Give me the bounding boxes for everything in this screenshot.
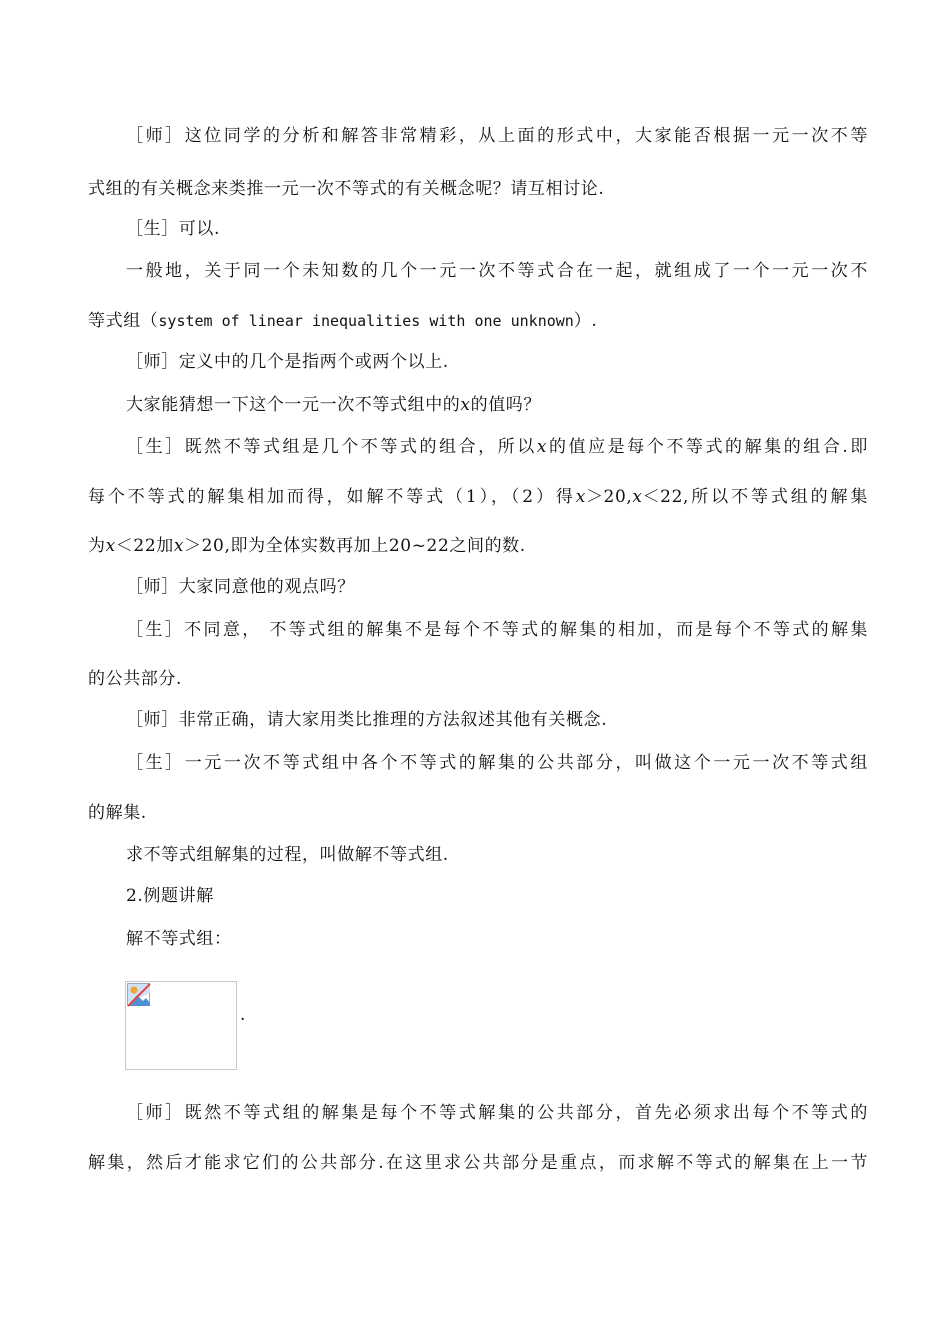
trailing-period: .: [240, 1005, 246, 1025]
text-run: ＞20,: [585, 487, 633, 507]
paragraph-line: 求不等式组解集的过程，叫做解不等式组.: [126, 845, 449, 865]
text-run: 等式组（: [88, 311, 159, 331]
text-run: ＞20,即为全体实数再加上20~22之间的数.: [184, 536, 526, 556]
variable-x: x: [460, 395, 471, 415]
variable-x: x: [632, 487, 643, 507]
section-heading: 2.例题讲解: [126, 886, 214, 906]
text-run: 的值吗？: [470, 395, 541, 415]
text-run: 的值应是每个不等式的解集的组合.即: [547, 437, 868, 457]
english-term: system of linear inequalities with one unknown: [158, 312, 574, 330]
paragraph-line: [88, 309, 868, 333]
paragraph-line: [126, 393, 868, 417]
paragraph-line: [126, 435, 868, 459]
paragraph-line: ［师］定义中的几个是指两个或两个以上.: [126, 352, 449, 372]
paragraph-line: 的公共部分.: [88, 669, 183, 689]
text-run: ＜22,所以不等式组的解集: [642, 487, 868, 507]
paragraph-line: ［师］大家同意他的观点吗？: [126, 577, 355, 597]
paragraph-line: 解集，然后才能求它们的公共部分.在这里求公共部分是重点，而求解不等式的解集在上一节: [88, 1153, 868, 1173]
paragraph-line: ［生］一元一次不等式组中各个不等式的解集的公共部分，叫做这个一元一次不等式组: [126, 753, 868, 773]
variable-x: x: [173, 536, 185, 556]
variable-x: x: [575, 487, 586, 507]
paragraph-line: ［生］不同意， 不等式组的解集不是每个不等式的解集的相加，而是每个不等式的解集: [126, 620, 868, 640]
variable-x: x: [536, 437, 548, 457]
broken-image-placeholder: [125, 981, 237, 1070]
paragraph-line: ［师］这位同学的分析和解答非常精彩，从上面的形式中，大家能否根据一元一次不等: [126, 126, 868, 146]
text-run: 大家能猜想一下这个一元一次不等式组中的: [126, 395, 461, 415]
text-run: ＜22加: [115, 536, 174, 556]
paragraph-line: [88, 485, 868, 509]
paragraph-line: ［师］既然不等式组的解集是每个不等式解集的公共部分，首先必须求出每个不等式的: [126, 1103, 868, 1123]
paragraph-line: ［师］非常正确，请大家用类比推理的方法叙述其他有关概念.: [126, 710, 608, 730]
text-run: 每个不等式的解集相加而得，如解不等式（1），（2）得: [88, 487, 576, 507]
paragraph-line: 解不等式组：: [126, 929, 232, 949]
variable-x: x: [105, 536, 116, 556]
paragraph-line: 一般地，关于同一个未知数的几个一元一次不等式合在一起，就组成了一个一元一次不: [126, 261, 868, 281]
text-run: ）.: [573, 311, 598, 331]
paragraph-line: [88, 534, 868, 558]
text-run: 为: [88, 536, 106, 556]
paragraph-line: 的解集.: [88, 803, 147, 823]
broken-image-icon: [127, 983, 151, 1007]
text-run: ［生］既然不等式组是几个不等式的组合，所以: [126, 437, 537, 457]
paragraph-line: ［生］可以.: [126, 219, 221, 239]
paragraph-line: 式组的有关概念来类推一元一次不等式的有关概念呢？请互相讨论.: [88, 179, 605, 199]
